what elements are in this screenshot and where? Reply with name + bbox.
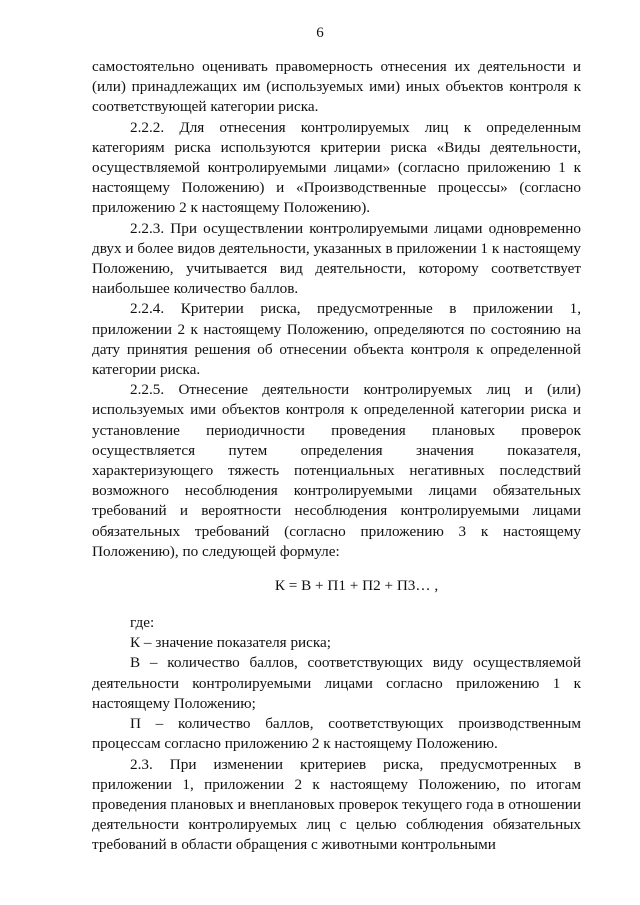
formula-where-label: где: [130, 614, 155, 632]
paragraph-2-3: 2.3. При изменении критериев риска, предусмотренных в приложении 1, приложении 2 к настоящему Положению, по итогам проведения плановых и внеплановых проверок текущего года в отношении деятельности контролируемых лиц с целью соблюдения обязательных требований в области обращения с животными контрольными [92, 755, 581, 854]
formula-legend-k: К – значение показателя риска; [130, 634, 332, 652]
paragraph-continuation: самостоятельно оценивать правомерность отнесения их деятельности и (или) принадлежащих им (используемых ими) иных объектов контроля к соответствующей категории риска. [92, 58, 581, 116]
document-body [92, 57, 581, 856]
paragraph-2-2-2: 2.2.2. Для отнесения контролируемых лиц к определенным категориям риска используются критерии риска «Виды деятельности, осуществляемой контролируемыми лицами» (согласно приложению 1 к настоящему Положению) и «Производственные процессы» (согласно приложению 2 к настоящему Положению). [92, 118, 581, 217]
paragraph-2-2-5: 2.2.5. Отнесение деятельности контролируемых лиц и (или) используемых ими объектов контроля к определенной категории риска и установление периодичности проведения плановых проверок осуществляется путем определения значения показателя, характеризующего тяжесть потенциальных негативных последствий возможного несоблюдения контролируемыми лицами обязательных требований и вероятности несоблюдения контролируемыми лицами обязательных требований (согласно приложению 3 к настоящему Положению), по следующей формуле: [92, 381, 581, 560]
paragraph-2-2-3: 2.2.3. При осуществлении контролируемыми лицами одновременно двух и более видов деятельности, указанных в приложении 1 к настоящему Положению, учитывается вид деятельности, которому соответствует наибольшее количество баллов. [92, 219, 581, 298]
page-number: 6 [316, 25, 324, 41]
formula-legend-p: П – количество баллов, соответствующих производственным процессам согласно приложению 2 к настоящему Положению. [92, 715, 581, 753]
risk-formula: К = В + П1 + П2 + П3… , [274, 577, 439, 595]
paragraph-2-2-4: 2.2.4. Критерии риска, предусмотренные в приложении 1, приложении 2 к настоящему Положению, определяются по состоянию на дату принятия решения об отнесении объекта контроля к определенной категории риска. [92, 300, 581, 379]
formula-legend-v: В – количество баллов, соответствующих виду осуществляемой деятельности контролируемыми лицами согласно приложению 1 к настоящему Положению; [92, 654, 581, 712]
